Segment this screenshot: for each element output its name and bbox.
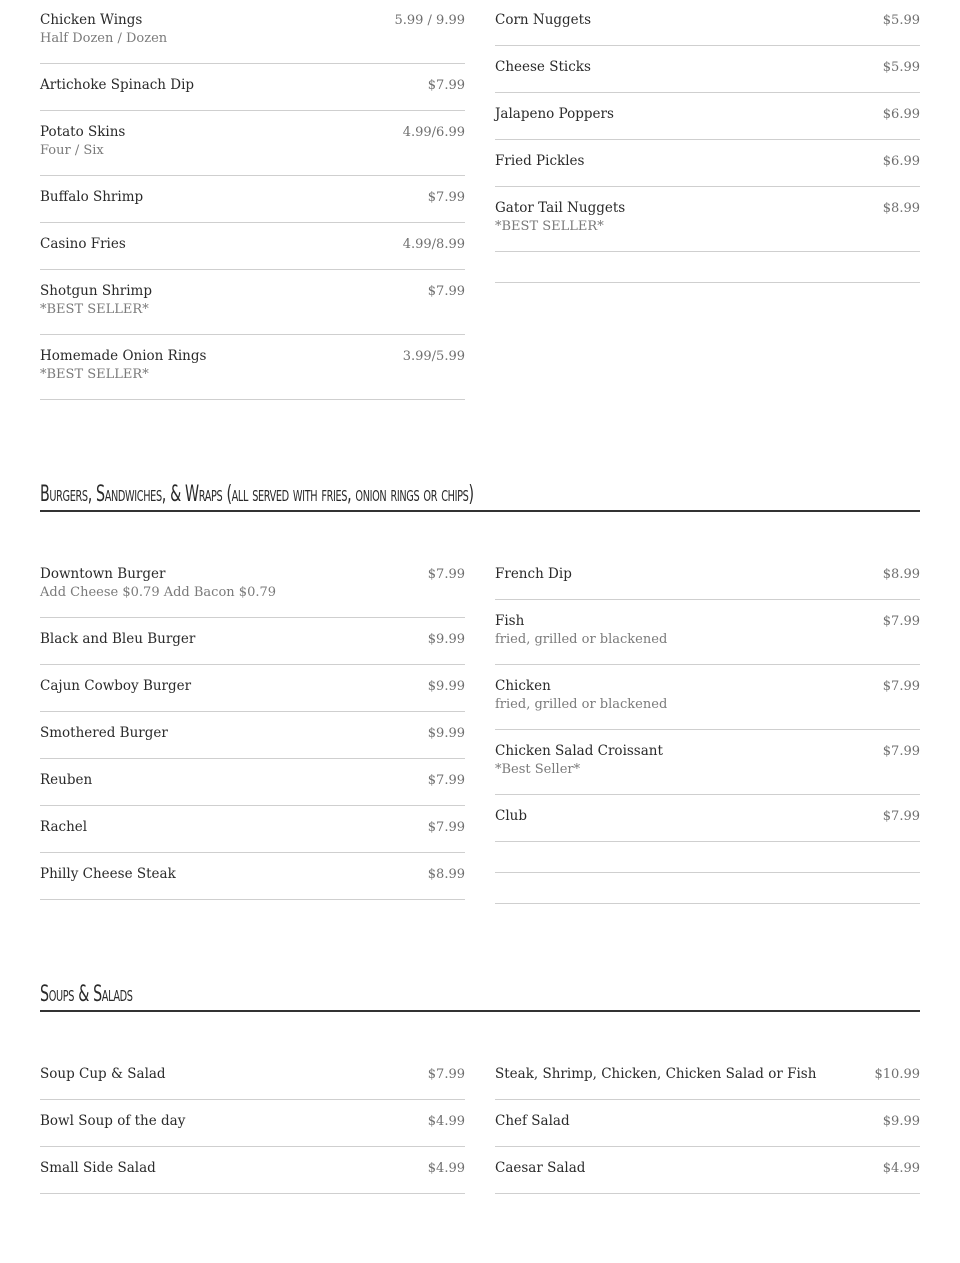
item-name: Club bbox=[495, 808, 527, 824]
menu-item bbox=[495, 1054, 920, 1100]
item-price: $7.99 bbox=[427, 284, 465, 299]
appetizers-left-column bbox=[40, 0, 465, 400]
menu-item bbox=[495, 730, 920, 795]
item-name: Philly Cheese Steak bbox=[40, 866, 176, 882]
menu-item bbox=[495, 1100, 920, 1147]
menu-item bbox=[40, 806, 465, 853]
item-description: fried, grilled or blackened bbox=[495, 632, 668, 647]
soups-right-column bbox=[495, 1054, 920, 1194]
item-description: Half Dozen / Dozen bbox=[40, 31, 168, 46]
item-price: $10.99 bbox=[874, 1067, 920, 1082]
menu-item bbox=[495, 0, 920, 46]
empty-row-divider bbox=[495, 252, 920, 283]
item-name: Fried Pickles bbox=[495, 153, 585, 169]
section-title-text: Burgers, Sandwiches, & Wraps (all served with fries, onion rings or chips) bbox=[40, 482, 474, 507]
menu-item bbox=[40, 712, 465, 759]
section-title-text: Soups & Salads bbox=[40, 982, 133, 1007]
menu-item bbox=[495, 46, 920, 93]
menu-item bbox=[40, 176, 465, 223]
item-name: Cheese Sticks bbox=[495, 59, 591, 75]
empty-row-divider bbox=[495, 842, 920, 873]
item-description: *BEST SELLER* bbox=[40, 302, 149, 317]
item-price: 3.99/5.99 bbox=[402, 349, 465, 364]
item-description: *Best Seller* bbox=[495, 762, 581, 777]
item-price: $7.99 bbox=[427, 773, 465, 788]
item-price: $7.99 bbox=[427, 820, 465, 835]
item-price: $8.99 bbox=[882, 567, 920, 582]
menu-item bbox=[40, 223, 465, 270]
item-description: *BEST SELLER* bbox=[40, 367, 149, 382]
item-name: Chef Salad bbox=[495, 1113, 570, 1129]
item-name: Buffalo Shrimp bbox=[40, 189, 144, 205]
item-price: $8.99 bbox=[427, 867, 465, 882]
menu-item bbox=[40, 270, 465, 335]
item-name: French Dip bbox=[495, 566, 572, 582]
item-price: $4.99 bbox=[882, 1161, 920, 1176]
menu-item bbox=[495, 187, 920, 252]
menu-item bbox=[40, 554, 465, 618]
menu-item bbox=[495, 554, 920, 600]
burgers-left-column bbox=[40, 554, 465, 904]
item-price: $4.99 bbox=[427, 1161, 465, 1176]
menu-item bbox=[40, 111, 465, 176]
menu-item bbox=[40, 1100, 465, 1147]
menu-item bbox=[495, 665, 920, 730]
item-name: Artichoke Spinach Dip bbox=[40, 77, 195, 93]
item-name: Reuben bbox=[40, 772, 93, 788]
item-name: Cajun Cowboy Burger bbox=[40, 678, 192, 694]
item-name: Downtown Burger bbox=[40, 566, 166, 582]
item-price: $7.99 bbox=[882, 679, 920, 694]
item-price: $9.99 bbox=[882, 1114, 920, 1129]
item-price: $7.99 bbox=[882, 809, 920, 824]
menu-item bbox=[40, 1147, 465, 1194]
item-price: $5.99 bbox=[882, 60, 920, 75]
appetizers-right-column bbox=[495, 0, 920, 400]
section-title-soups bbox=[40, 982, 920, 1012]
item-name: Soup Cup & Salad bbox=[40, 1066, 166, 1082]
item-price: $5.99 bbox=[882, 13, 920, 28]
item-price: $7.99 bbox=[427, 190, 465, 205]
item-name: Smothered Burger bbox=[40, 725, 168, 741]
item-name: Gator Tail Nuggets bbox=[495, 200, 626, 216]
menu-item bbox=[495, 795, 920, 842]
item-price: $7.99 bbox=[427, 1067, 465, 1082]
item-name: Bowl Soup of the day bbox=[40, 1113, 186, 1129]
item-description: fried, grilled or blackened bbox=[495, 697, 668, 712]
item-name: Small Side Salad bbox=[40, 1160, 156, 1176]
item-name: Rachel bbox=[40, 819, 88, 835]
item-price: 5.99 / 9.99 bbox=[394, 13, 465, 28]
item-price: $9.99 bbox=[427, 632, 465, 647]
menu-item bbox=[40, 853, 465, 900]
item-name: Caesar Salad bbox=[495, 1160, 586, 1176]
item-name: Fish bbox=[495, 613, 525, 629]
item-name: Potato Skins bbox=[40, 124, 126, 140]
soups-left-column bbox=[40, 1054, 465, 1194]
item-price: $6.99 bbox=[882, 107, 920, 122]
item-price: $8.99 bbox=[882, 201, 920, 216]
menu-item bbox=[495, 600, 920, 665]
menu-item bbox=[40, 1054, 465, 1100]
burgers-grid bbox=[40, 554, 920, 904]
item-price: 4.99/8.99 bbox=[402, 237, 465, 252]
menu-item bbox=[495, 1147, 920, 1194]
item-name: Jalapeno Poppers bbox=[495, 106, 614, 122]
item-name: Casino Fries bbox=[40, 236, 126, 252]
item-description: Add Cheese $0.79 Add Bacon $0.79 bbox=[40, 585, 277, 600]
soups-grid bbox=[40, 1054, 920, 1194]
item-description: *BEST SELLER* bbox=[495, 219, 604, 234]
menu-item bbox=[40, 335, 465, 400]
item-name: Chicken Wings bbox=[40, 12, 143, 28]
item-price: $7.99 bbox=[882, 744, 920, 759]
item-name: Shotgun Shrimp bbox=[40, 283, 152, 299]
item-name: Black and Bleu Burger bbox=[40, 631, 196, 647]
menu-item bbox=[40, 0, 465, 64]
section-title-burgers bbox=[40, 482, 920, 512]
item-price: $7.99 bbox=[882, 614, 920, 629]
menu-item bbox=[495, 140, 920, 187]
menu-item bbox=[40, 618, 465, 665]
menu-item bbox=[40, 665, 465, 712]
item-name: Chicken bbox=[495, 678, 551, 694]
menu-item bbox=[40, 64, 465, 111]
item-name: Homemade Onion Rings bbox=[40, 348, 207, 364]
item-price: $7.99 bbox=[427, 567, 465, 582]
item-price: 4.99/6.99 bbox=[402, 125, 465, 140]
item-price: $7.99 bbox=[427, 78, 465, 93]
item-name: Corn Nuggets bbox=[495, 12, 592, 28]
empty-row-divider bbox=[495, 873, 920, 904]
item-price: $4.99 bbox=[427, 1114, 465, 1129]
item-price: $6.99 bbox=[882, 154, 920, 169]
appetizers-grid bbox=[40, 0, 920, 400]
menu-item bbox=[495, 93, 920, 140]
item-price: $9.99 bbox=[427, 726, 465, 741]
burgers-right-column bbox=[495, 554, 920, 904]
item-description: Four / Six bbox=[40, 143, 104, 158]
item-name: Chicken Salad Croissant bbox=[495, 743, 663, 759]
item-name: Steak, Shrimp, Chicken, Chicken Salad or Fish bbox=[495, 1066, 817, 1082]
menu-item bbox=[40, 759, 465, 806]
item-price: $9.99 bbox=[427, 679, 465, 694]
